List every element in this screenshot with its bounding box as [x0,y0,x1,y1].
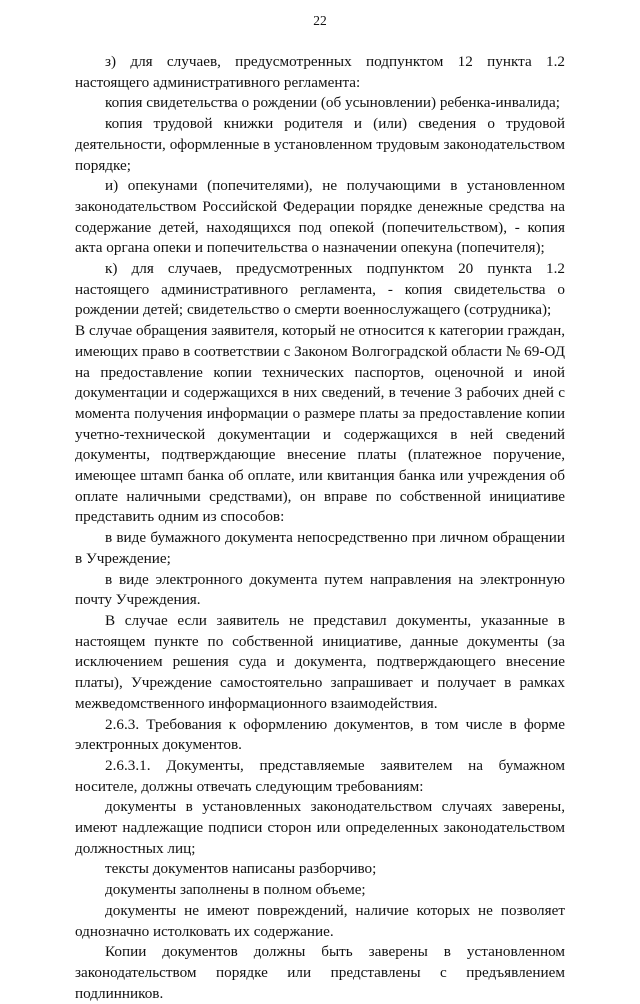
paragraph-paper-document: в виде бумажного документа непосредственно при личном обращении в Учреждение; [75,529,565,567]
page-number: 22 [313,13,327,28]
paragraph-no-damage: документы не имеют повреждений, наличие которых не позволяет однозначно истолковать их содержание. [75,901,565,940]
paragraph-birth-certificate-copy: копия свидетельства о рождении (об усыновлении) ребенка-инвалида; [105,94,560,112]
paragraph-applicant-not-in-category: В случае обращения заявителя, который не относится к категории граждан, имеющих право в соответствии с Законом Волгоградской области № 69-ОД на предоставление копии технических паспортов, оценочной и иной документации и содержащихся в них сведений, в течение 3 рабочих дней с момента получения информации о размере платы за предоставление копии учетно-технической документации и содержащихся в ней сведений документы, подтверждающие внесение платы (платежное поручение, имеющее штамп банка об оплате, или квитанция банка или учреждения об оплате наличными средствами), он вправе по собственной инициативе представить одним из способов: [75,322,565,526]
paragraph-electronic-document: в виде электронного документа путем направления на электронную почту Учреждения. [75,570,565,609]
paragraph-documents-not-submitted: В случае если заявитель не представил документы, указанные в настоящем пункте по собственной инициативе, данные документы (за исключением решения суда и документа, подтверждающего внесение платы), Учреждение самостоятельно запрашивает и получает в рамках межведомственного информационного взаимодействия. [75,611,565,712]
paragraph-z: з) для случаев, предусмотренных подпунктом 12 пункта 1.2 настоящего административного регламента: [75,53,565,91]
paragraph-work-record-copy: копия трудовой книжки родителя и (или) сведения о трудовой деятельности, оформленные в установленном трудовым законодательством порядке; [75,115,565,174]
paragraph-i-guardians: и) опекунами (попечителями), не получающими в установленном законодательством Российской Федерации порядке денежные средства на содержание детей, находящихся под опекой (попечительством), - копия акта органа опеки и попечительства о назначении опекуна (попечителя); [75,177,565,257]
paragraph-2-6-3: 2.6.3. Требования к оформлению документов, в том числе в форме электронных документов. [75,715,565,754]
paragraph-legible-texts: тексты документов написаны разборчиво; [105,860,377,878]
document-body [75,52,565,1004]
paragraph-copies-certified: Копии документов должны быть заверены в установленном законодательством порядке или представлены с предъявлением подлинников. [75,943,565,1002]
paragraph-certified-documents: документы в установленных законодательством случаях заверены, имеют надлежащие подписи сторон или определенных законодательством должностных лиц; [75,798,565,857]
paragraph-2-6-3-1: 2.6.3.1. Документы, представляемые заявителем на бумажном носителе, должны отвечать следующим требованиям: [75,756,565,795]
paragraph-filled-in-full: документы заполнены в полном объеме; [105,881,366,899]
paragraph-k-cases: к) для случаев, предусмотренных подпунктом 20 пункта 1.2 настоящего административного регламента, - копия свидетельства о рождении детей; свидетельство о смерти военнослужащего (сотрудника); [75,260,565,319]
